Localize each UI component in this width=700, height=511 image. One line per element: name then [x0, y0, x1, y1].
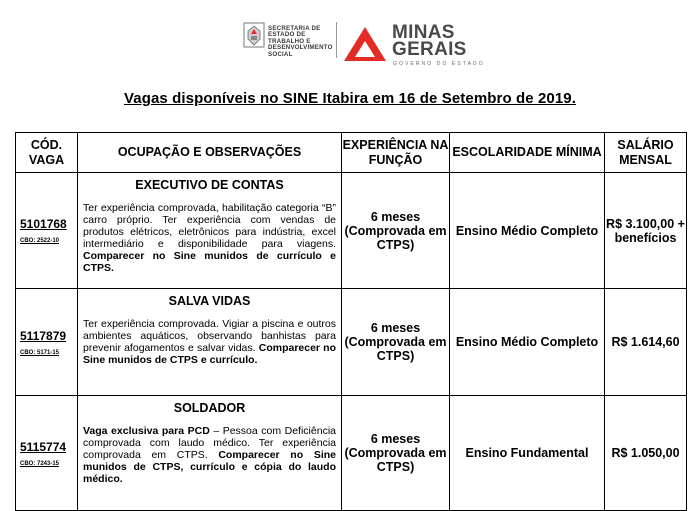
header-escolaridade: ESCOLARIDADE MÍNIMA	[450, 133, 605, 173]
experience-cell: 6 meses (Comprovada em CTPS)	[342, 396, 450, 511]
header-experiencia: EXPERIÊNCIA NA FUNÇÃO	[342, 133, 450, 173]
education-cell: Ensino Médio Completo	[450, 173, 605, 289]
cbo-code: CBO: 7243-15	[20, 460, 60, 467]
job-code-cell	[16, 289, 78, 396]
table-row	[16, 173, 687, 289]
header-codigo: CÓD. VAGA	[16, 133, 78, 173]
occupation-description: Vaga exclusiva para PCD – Pessoa com Deficiência comprovada com laudo médico. Ter experiência comprovada em CTPS. Comparecer no Sine munidos de CTPS, currículo e cópia do laudo médico.	[83, 425, 336, 485]
minas-gerais-wordmark: MINAS GERAIS	[392, 22, 467, 60]
pcd-notice: Vaga exclusiva para PCD	[83, 425, 210, 437]
job-code: 5101768	[20, 217, 67, 231]
salary-cell: R$ 1.050,00	[605, 396, 687, 511]
logo-divider	[336, 22, 337, 58]
minas-gerais-logo-icon	[343, 26, 387, 62]
governo-subtitle: GOVERNO DO ESTADO	[393, 61, 485, 67]
instruction-text: Comparecer no Sine munidos de CTPS, currículo e cópia do laudo médico.	[83, 449, 336, 485]
occupation-title: EXECUTIVO DE CONTAS	[135, 178, 284, 192]
cbo-code: CBO: 5171-15	[20, 349, 60, 356]
job-code-cell	[16, 396, 78, 511]
page-title: Vagas disponíveis no SINE Itabira em 16 de Setembro de 2019.	[123, 90, 576, 107]
occupation-cell	[78, 173, 342, 289]
education-cell: Ensino Fundamental	[450, 396, 605, 511]
experience-cell: 6 meses (Comprovada em CTPS)	[342, 173, 450, 289]
occupation-title: SOLDADOR	[173, 401, 246, 415]
occupation-description: Ter experiência comprovada. Vigiar a piscina e outros ambientes aquáticos, observando banhistas para prevenir afogamentos e salvar vidas. Comparecer no Sine munidos de CTPS e currículo.	[83, 318, 336, 366]
occupation-cell	[78, 396, 342, 511]
education-cell: Ensino Médio Completo	[450, 289, 605, 396]
job-code: 5115774	[20, 439, 67, 454]
state-coat-of-arms-icon	[243, 22, 265, 48]
header-ocupacao: OCUPAÇÃO E OBSERVAÇÕES	[78, 133, 342, 173]
table-header-row	[16, 133, 687, 173]
experience-cell: 6 meses (Comprovada em CTPS)	[342, 289, 450, 396]
instruction-text: Comparecer no Sine munidos de currículo e CTPS.	[83, 250, 336, 274]
job-openings-table	[15, 132, 687, 511]
job-code: 5117879	[20, 328, 67, 343]
salary-cell: R$ 3.100,00 + benefícios	[605, 173, 687, 289]
page-header	[0, 14, 700, 67]
secretaria-name: SECRETARIA DE ESTADO DE TRABALHO E DESENVOLVIMENTO SOCIAL	[268, 25, 333, 58]
table-row	[16, 289, 687, 396]
table-row	[16, 396, 687, 511]
instruction-text: Comparecer no Sine munidos de CTPS e currículo.	[83, 342, 336, 366]
job-code-cell	[16, 173, 78, 289]
occupation-description: Ter experiência comprovada, habilitação categoria “B” carro próprio. Ter experiência com vendas de produtos elétricos, eletrônicos para indústria, excel intermediário e disponibilidade para viagens. Comparecer no Sine munidos de currículo e CTPS.	[83, 202, 336, 274]
salary-cell: R$ 1.614,60	[605, 289, 687, 396]
occupation-title: SALVA VIDAS	[168, 294, 251, 308]
occupation-cell	[78, 289, 342, 396]
cbo-code: CBO: 2522-10	[20, 238, 60, 244]
header-salario: SALÁRIO MENSAL	[605, 133, 687, 173]
